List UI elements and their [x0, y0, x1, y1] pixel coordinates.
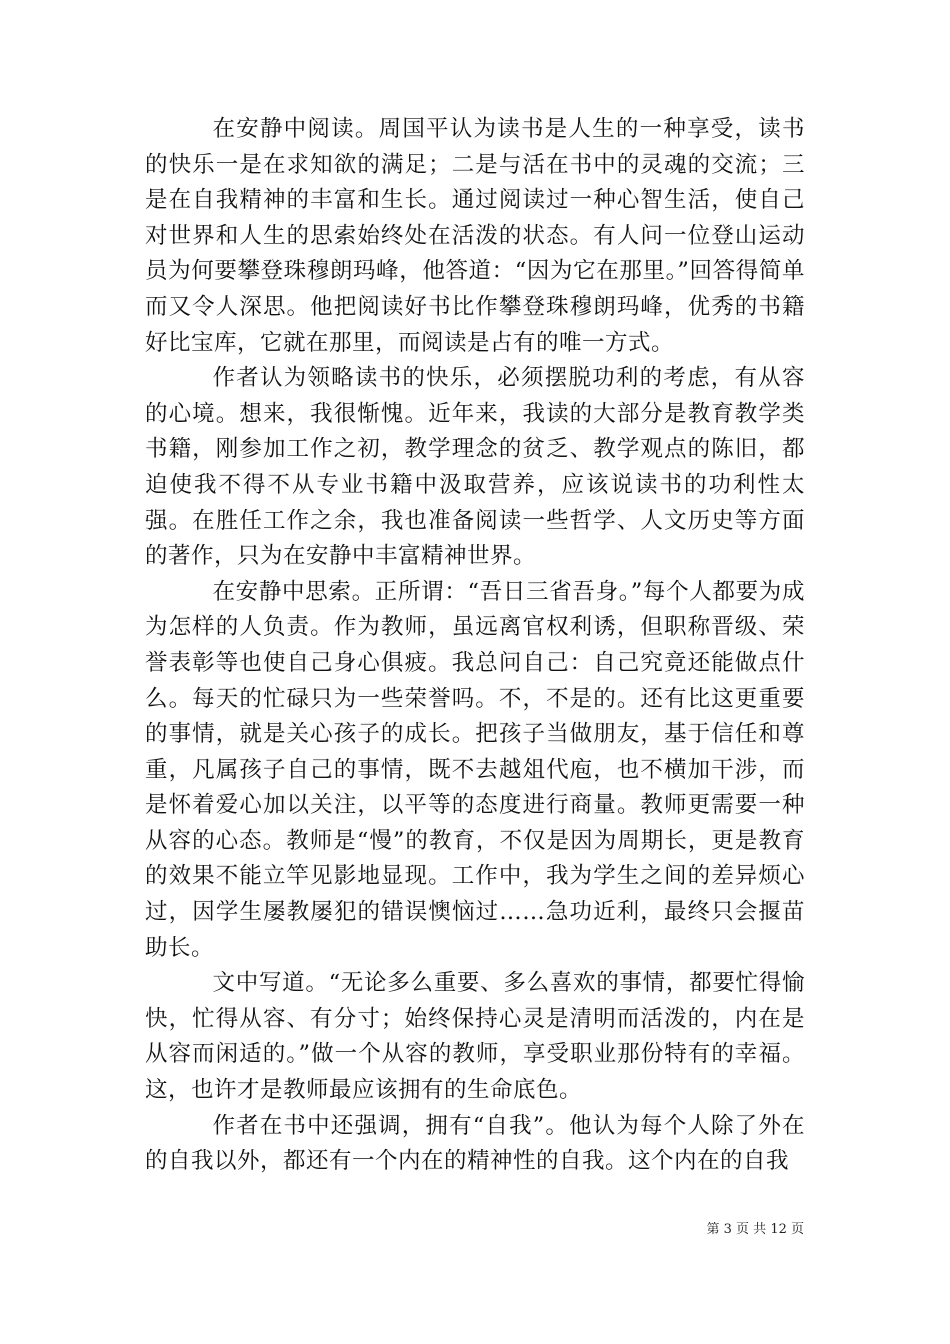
paragraph-reading-in-quiet: 在安静中阅读。周国平认为读书是人生的一种享受，读书的快乐一是在求知欲的满足；二是与活在书中的灵魂的交流；三是在自我精神的丰富和生长。通过阅读过一种心智生活，使自己对世界和人生的思索始终处在活泼的状态。有人问一位登山运动员为何要攀登珠穆朗玛峰，他答道：“因为它在那里。”回答得简单而又令人深思。他把阅读好书比作攀登珠穆朗玛峰，优秀的书籍好比宝库，它就在那里，而阅读是占有的唯一方式。	[145, 116, 805, 356]
document-body	[145, 112, 805, 1180]
paragraph-quote-calm-teacher: 文中写道。“无论多么重要、多么喜欢的事情，都要忙得愉快，忙得从容、有分寸；始终保持心灵是清明而活泼的，内在是从容而闲适的。”做一个从容的教师，享受职业那份特有的幸福。这，也许才是教师最应该拥有的生命底色。	[145, 970, 805, 1104]
paragraph-thinking-in-quiet: 在安静中思索。正所谓：“吾日三省吾身。”每个人都要为成为怎样的人负责。作为教师，虽远离官权利诱，但职称晋级、荣誉表彰等也使自己身心俱疲。我总问自己：自己究竟还能做点什么。每天的忙碌只为一些荣誉吗。不，不是的。还有比这更重要的事情，就是关心孩子的成长。把孩子当做朋友，基于信任和尊重，凡属孩子自己的事情，既不去越俎代庖，也不横加干涉，而是怀着爱心加以关注，以平等的态度进行商量。教师更需要一种从容的心态。教师是“慢”的教育，不仅是因为周期长，更是教育的效果不能立竿见影地显现。工作中，我为学生之间的差异烦心过，因学生屡教屡犯的错误懊恼过……急功近利，最终只会揠苗助长。	[145, 578, 805, 961]
paragraph-joy-of-reading: 作者认为领略读书的快乐，必须摆脱功利的考虑，有从容的心境。想来，我很惭愧。近年来，我读的大部分是教育教学类书籍，刚参加工作之初，教学理念的贫乏、教学观点的陈旧，都迫使我不得不从专业书籍中汲取营养，应该说读书的功利性太强。在胜任工作之余，我也准备阅读一些哲学、人文历史等方面的著作，只为在安静中丰富精神世界。	[145, 365, 805, 570]
page-number-footer: 第 3 页 共 12 页	[706, 1222, 804, 1237]
paragraph-inner-self: 作者在书中还强调，拥有“自我”。他认为每个人除了外在的自我以外，都还有一个内在的精神性的自我。这个内在的自我	[145, 1112, 805, 1175]
